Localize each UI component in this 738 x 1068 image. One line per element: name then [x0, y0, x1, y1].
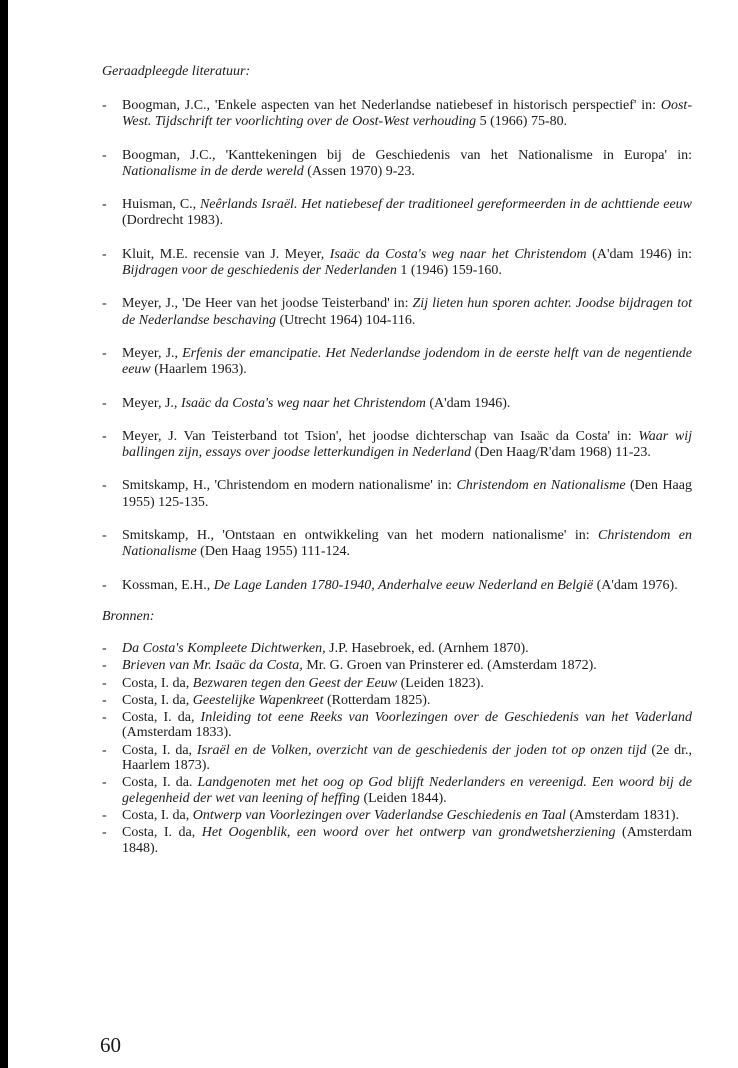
entry-text: Costa, I. da, [122, 825, 202, 841]
entry-text: Costa, I. da, [122, 742, 197, 758]
list-dash: - [102, 478, 107, 494]
literature-entry [102, 478, 692, 511]
list-dash: - [102, 640, 107, 656]
entry-text: (Amsterdam 1848). [122, 825, 693, 856]
literature-entry [102, 296, 692, 329]
literature-entry [102, 346, 692, 379]
list-dash: - [102, 577, 107, 593]
entry-text: Costa, I. da, [122, 675, 193, 691]
list-dash: - [102, 658, 107, 674]
entry-text: Costa, I. da, [122, 807, 193, 823]
entry-title: Christendom en Nationalisme [122, 528, 692, 560]
entry-text: (Den Haag/R'dam 1968) 11-23. [471, 445, 651, 461]
source-entry [102, 693, 692, 708]
list-dash: - [102, 825, 107, 841]
scan-binding-edge [0, 0, 8, 1068]
source-entry [102, 641, 692, 656]
entry-title: Zij lieten hun sporen achter. Joodse bijdragen tot de Nederlandse beschaving [122, 296, 692, 328]
entry-text: (Leiden 1844). [359, 790, 447, 806]
list-dash: - [102, 775, 107, 791]
entry-text: (Amsterdam 1833). [122, 725, 232, 741]
literature-entry [102, 396, 692, 412]
list-dash: - [102, 395, 107, 411]
list-dash: - [102, 692, 107, 708]
entry-text: Smitskamp, H., 'Ontstaan en ontwikkeling van het modern nationalisme' in: [122, 528, 599, 544]
literature-entry [102, 528, 692, 561]
entry-text: (Haarlem 1963). [150, 362, 247, 378]
entry-text: Boogman, J.C., 'Kanttekeningen bij de Geschiedenis van het Nationalisme in Europa' in: [122, 147, 692, 163]
entry-text: Costa, I. da, [122, 710, 201, 726]
list-dash: - [102, 710, 107, 726]
entry-text: Kossman, E.H., [122, 577, 214, 593]
entry-title: Brieven van Mr. Isaäc da Costa, [122, 658, 303, 674]
source-entry [102, 658, 692, 673]
entry-text: (A'dam 1976). [593, 577, 678, 593]
entry-title: Erfenis der emancipatie. Het Nederlandse jodendom in de eerste helft van de negentiende eeuw [122, 345, 692, 378]
entry-title: De Lage Landen 1780-1940, Anderhalve eeuw Nederland en België [213, 577, 594, 593]
entry-text: Costa, I. da. [122, 775, 198, 791]
list-dash: - [102, 528, 107, 544]
entry-text: (Utrecht 1964) 104-116. [275, 312, 416, 328]
entry-title: Nationalisme in de derde wereld [122, 163, 304, 179]
entry-text: Meyer, J., [122, 395, 181, 411]
entry-text: (Leiden 1823). [397, 675, 484, 691]
entry-text: (Den Haag 1955) 111-124. [196, 544, 350, 560]
source-entry [102, 825, 692, 856]
entry-text: (Den Haag 1955) 125-135. [122, 478, 692, 510]
literature-entry [102, 148, 692, 181]
source-entry [102, 808, 692, 823]
list-dash: - [102, 345, 107, 361]
list-dash: - [102, 296, 107, 312]
entry-text: (A'dam 1946). [425, 395, 511, 411]
literature-entry [102, 429, 692, 462]
sources-heading: Bronnen: [102, 608, 155, 624]
entry-title: Israël en de Volken, overzicht van de geschiedenis der joden tot op onzen tijd [196, 742, 647, 758]
literature-heading: Geraadpleegde literatuur: [102, 64, 251, 79]
page-content [102, 64, 692, 856]
entry-text: (Amsterdam 1831). [565, 807, 680, 823]
entry-text: Huisman, C., [122, 197, 200, 213]
entry-title: Inleiding tot eene Reeks van Voorlezingen over de Geschiedenis van het Vaderland [200, 710, 693, 726]
entry-text: Smitskamp, H., 'Christendom en modern nationalisme' in: [122, 478, 457, 494]
entry-text: Costa, I. da, [122, 692, 193, 708]
entry-title: Het Oogenblik, een woord over het ontwerp van grondwetsherziening [201, 825, 616, 841]
entry-title: Bezwaren tegen den Geest der Eeuw [192, 675, 398, 691]
entry-text: J.P. Hasebroek, ed. (Arnhem 1870). [325, 640, 529, 656]
source-entry [102, 710, 692, 741]
entry-text: (A'dam 1946) in: [586, 246, 693, 262]
entry-text: (Assen 1970) 9-23. [303, 163, 415, 179]
list-dash: - [102, 246, 107, 262]
entry-title: Isaäc da Costa's weg naar het Christendom [180, 395, 426, 411]
literature-entry [102, 98, 692, 131]
literature-entry [102, 247, 692, 280]
list-dash: - [102, 742, 107, 758]
sources-list [102, 641, 692, 856]
entry-text: 1 (1946) 159-160. [396, 263, 502, 279]
source-entry [102, 743, 692, 774]
entry-text: Boogman, J.C., 'Enkele aspecten van het Nederlandse natiebesef in historisch perspectief' in: [122, 98, 661, 113]
source-entry [102, 775, 692, 806]
entry-title: Geestelijke Wapenkreet [192, 692, 324, 708]
entry-title: Isaäc da Costa's weg naar het Christendom [329, 246, 587, 262]
entry-text: Meyer, J., [122, 345, 183, 361]
list-dash: - [102, 428, 107, 444]
entry-text: (Rotterdam 1825). [323, 692, 431, 708]
source-entry [102, 676, 692, 691]
list-dash: - [102, 147, 107, 163]
page-number: 60 [100, 1033, 121, 1057]
list-dash: - [102, 98, 107, 113]
entry-title: Bijdragen voor de geschiedenis der Nederlanden [122, 263, 397, 279]
literature-entry [102, 197, 692, 230]
entry-text: Meyer, J. Van Teisterband tot Tsion', het joodse dichterschap van Isaäc da Costa' in: [122, 428, 639, 444]
entry-title: Ontwerp van Voorlezingen over Vaderlandse Geschiedenis en Taal [192, 807, 566, 823]
entry-text: Meyer, J., 'De Heer van het joodse Teisterband' in: [122, 296, 413, 312]
literature-entry [102, 578, 692, 594]
entry-title: Neêrlands Israël. Het natiebesef der traditioneel gereformeerden in de achttiende eeuw [199, 197, 692, 213]
entry-text: (Dordrecht 1983). [122, 213, 224, 229]
entry-title: Waar wij ballingen zijn, essays over joodse letterkundigen in Nederland [122, 428, 692, 461]
entry-title: Oost-West. Tijdschrift ter voorlichting over de Oost-West verhouding [122, 98, 692, 130]
entry-text: Mr. G. Groen van Prinsterer ed. (Amsterdam 1872). [302, 658, 597, 674]
entry-text: 5 (1966) 75-80. [476, 114, 568, 130]
literature-list [102, 98, 692, 594]
entry-title: Da Costa's Kompleete Dichtwerken, [122, 640, 326, 656]
entry-text: (2e dr., Haarlem 1873). [122, 742, 693, 774]
list-dash: - [102, 197, 107, 213]
entry-title: Christendom en Nationalisme [456, 478, 626, 494]
entry-title: Landgenoten met het oog op God blijft Nederlanders en vereenigd. Een woord bij de gelegenheid der wet van leening of heffing [122, 775, 693, 806]
entry-text: Kluit, M.E. recensie van J. Meyer, [122, 246, 330, 262]
list-dash: - [102, 807, 107, 823]
list-dash: - [102, 675, 107, 691]
